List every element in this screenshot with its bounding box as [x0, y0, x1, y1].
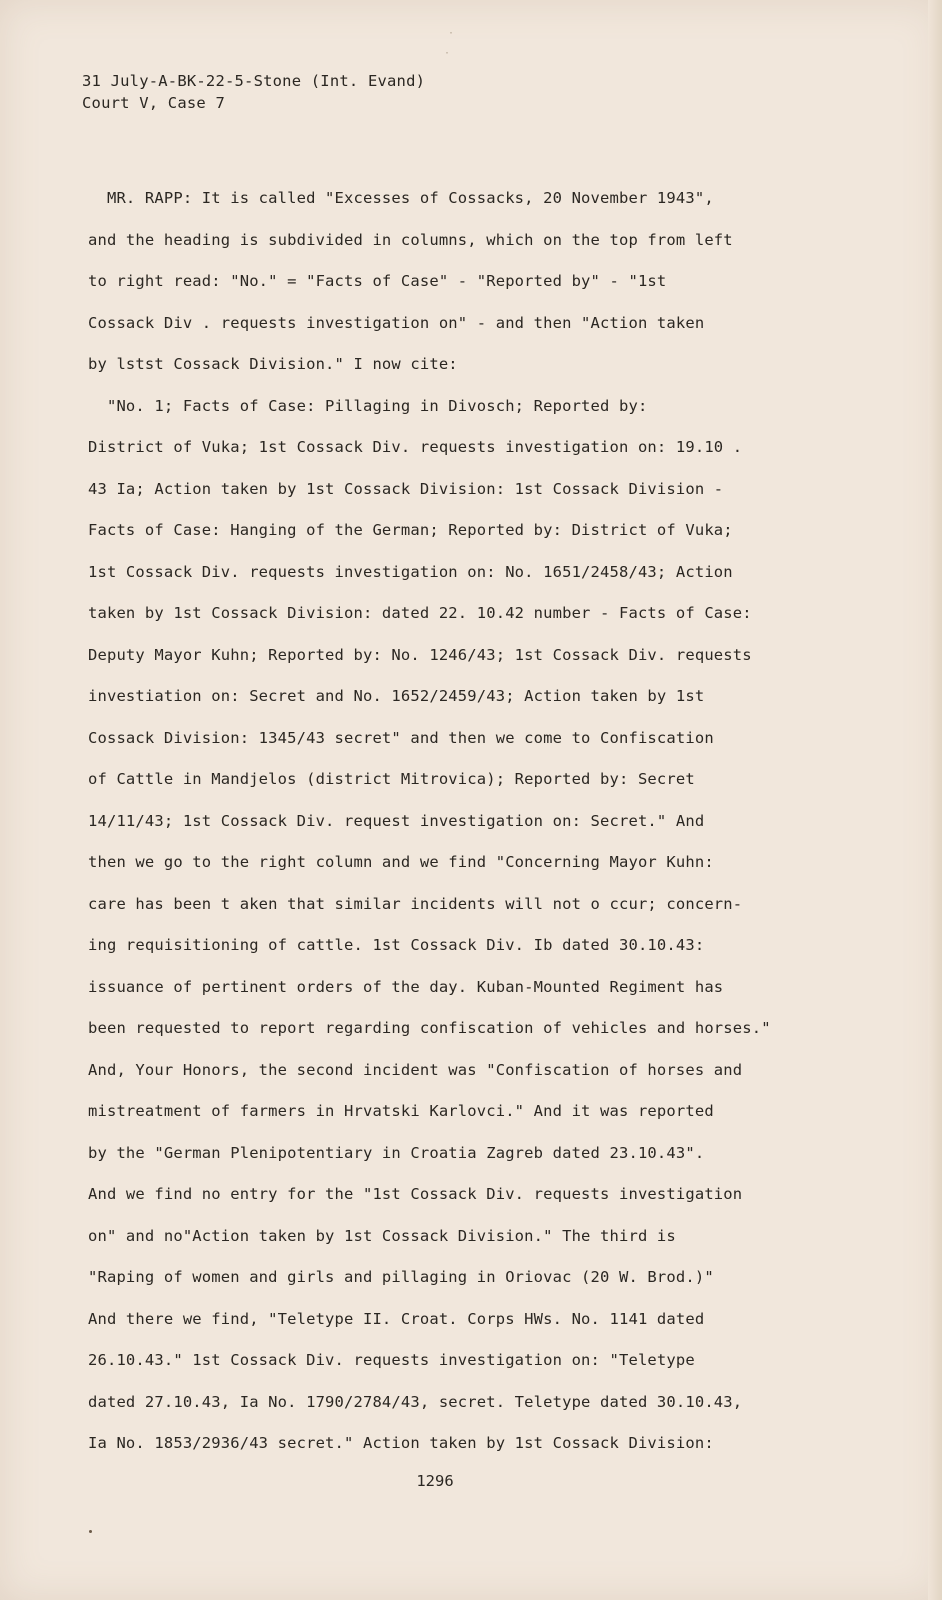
transcript-line: Ia No. 1853/2936/43 secret." Action taken by 1st Cossack Division:: [88, 1434, 714, 1452]
transcript-line: Cossack Div . requests investigation on" - and then "Action taken: [88, 313, 705, 332]
transcript-line: and the heading is subdivided in columns, which on the top from left: [88, 230, 733, 249]
transcript-line: Cossack Division: 1345/43 secret" and then we come to Confiscation: [88, 728, 714, 747]
transcript-line: taken by 1st Cossack Division: dated 22. 10.42 number - Facts of Case:: [88, 604, 752, 622]
paper-mark: ·: [448, 28, 455, 39]
transcript-line: And there we find, "Teletype II. Croat. Corps HWs. No. 1141 dated: [88, 1309, 705, 1328]
header-reference-line: 31 July-A-BK-22-5-Stone (Int. Evand): [82, 72, 426, 90]
transcript-line: 14/11/43; 1st Cossack Div. request investigation on: Secret." And: [88, 811, 705, 830]
transcript-line: Deputy Mayor Kuhn; Reported by: No. 1246/43; 1st Cossack Div. requests: [88, 645, 752, 664]
transcript-line: by the "German Plenipotentiary in Croatia Zagreb dated 23.10.43".: [88, 1143, 705, 1162]
paper-speck: [89, 1530, 92, 1533]
transcript-line: 26.10.43." 1st Cossack Div. requests investigation on: "Teletype: [88, 1351, 695, 1369]
transcript-line: issuance of pertinent orders of the day. Kuban-Mounted Regiment has: [88, 977, 724, 996]
transcript-body: [88, 178, 888, 1465]
transcript-line: Facts of Case: Hanging of the German; Reported by: District of Vuka;: [88, 521, 733, 539]
transcript-line: "No. 1; Facts of Case: Pillaging in Divosch; Reported by:: [88, 396, 648, 415]
transcript-line: dated 27.10.43, Ia No. 1790/2784/43, secret. Teletype dated 30.10.43,: [88, 1392, 743, 1411]
header-court-case-line: Court V, Case 7: [82, 94, 225, 112]
transcript-line: of Cattle in Mandjelos (district Mitrovica); Reported by: Secret: [88, 770, 695, 788]
transcript-line: 1st Cossack Div. requests investigation on: No. 1651/2458/43; Action: [88, 562, 733, 581]
transcript-line: by lstst Cossack Division." I now cite:: [88, 355, 458, 373]
transcript-line: And, Your Honors, the second incident was "Confiscation of horses and: [88, 1060, 743, 1079]
transcript-line: ing requisitioning of cattle. 1st Cossack Div. Ib dated 30.10.43:: [88, 936, 705, 954]
transcript-line: 43 Ia; Action taken by 1st Cossack Division: 1st Cossack Division -: [88, 479, 724, 498]
transcript-line: "Raping of women and girls and pillaging in Oriovac (20 W. Brod.)": [88, 1268, 714, 1286]
transcript-line: And we find no entry for the "1st Cossack Div. requests investigation: [88, 1185, 743, 1203]
transcript-line: on" and no"Action taken by 1st Cossack Division." The third is: [88, 1226, 676, 1245]
transcript-line: investiation on: Secret and No. 1652/2459/43; Action taken by 1st: [88, 687, 705, 705]
transcript-line: mistreatment of farmers in Hrvatski Karlovci." And it was reported: [88, 1102, 714, 1120]
transcript-line: been requested to report regarding confiscation of vehicles and horses.": [88, 1019, 771, 1037]
transcript-line: MR. RAPP: It is called "Excesses of Cossacks, 20 November 1943",: [88, 189, 714, 207]
paper-mark: ·: [444, 48, 451, 59]
transcript-line: care has been t aken that similar incidents will not o ccur; concern-: [88, 894, 743, 913]
page-edge-shadow: [928, 0, 942, 1600]
transcript-line: to right read: "No." = "Facts of Case" - "Reported by" - "1st: [88, 272, 667, 290]
document-header: [82, 70, 425, 114]
page-number: 1296: [416, 1472, 454, 1490]
transcript-line: District of Vuka; 1st Cossack Div. requests investigation on: 19.10 .: [88, 438, 743, 456]
transcript-line: then we go to the right column and we find "Concerning Mayor Kuhn:: [88, 853, 714, 871]
